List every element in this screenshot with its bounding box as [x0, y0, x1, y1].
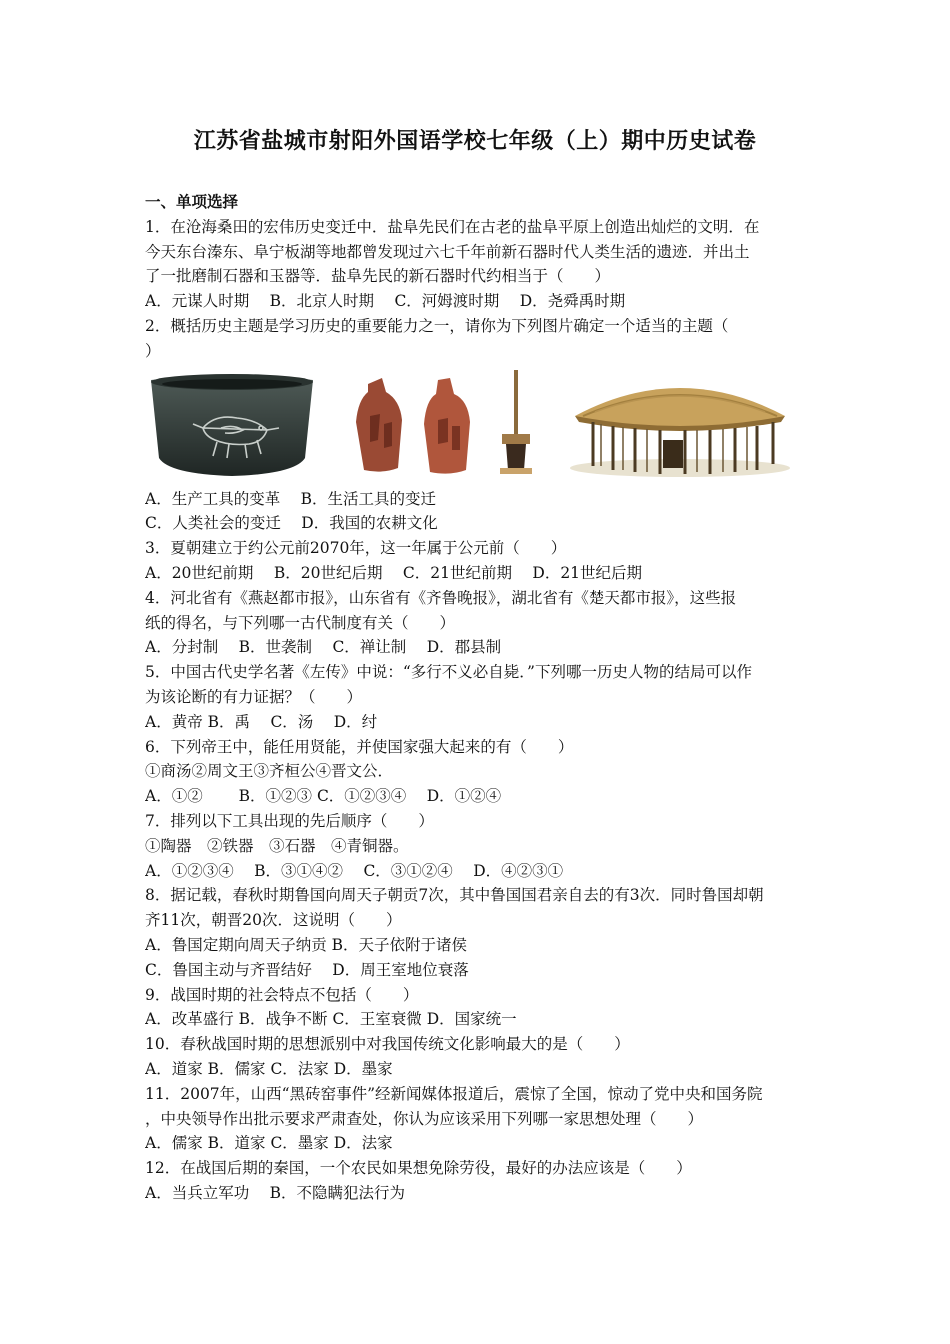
- question-4-options: A．分封制 B．世袭制 C．禅让制 D．郡县制: [145, 638, 502, 657]
- question-8-options-ab: A．鲁国定期向周天子纳贡 B．天子依附于诸侯: [145, 935, 468, 954]
- question-6-items: ①商汤②周文王③齐桓公④晋文公．: [145, 762, 394, 781]
- question-5-line-2: 为该论断的有力证据？（ ）: [145, 687, 363, 706]
- question-2-options-cd: C．人类社会的变迁 D．我国的农耕文化: [145, 514, 438, 533]
- question-9-options: A．改革盛行 B．战争不断 C．王室衰微 D．国家统一: [145, 1010, 517, 1029]
- question-1-options: A．元谋人时期 B．北京人时期 C．河姆渡时期 D．尧舜禹时期: [145, 292, 626, 311]
- bone-spade-tools-image: [350, 370, 540, 478]
- question-2-figures: [145, 370, 813, 484]
- question-1-line-2: 今天东台溱东、阜宁板湖等地都曾发现过六七千年前新石器时代人类生活的遗迹．并出土: [145, 242, 750, 261]
- round-thatched-hut-image: [565, 370, 795, 478]
- question-8-options-cd: C．鲁国主动与齐晋结好 D．周王室地位衰落: [145, 960, 469, 979]
- question-1-line-3: 了一批磨制石器和玉器等．盐阜先民的新石器时代约相当于（ ）: [145, 267, 611, 286]
- question-1-line-1: 1．在沧海桑田的宏伟历史变迁中．盐阜先民们在古老的盐阜平原上创造出灿烂的文明．在: [145, 217, 760, 236]
- question-4-line-1: 4．河北省有《燕赵都市报》，山东省有《齐鲁晚报》，湖北省有《楚天都市报》，这些报: [145, 588, 737, 607]
- question-9-line-1: 9．战国时期的社会特点不包括（ ）: [145, 985, 419, 1004]
- question-8-line-1: 8．据记载，春秋时期鲁国向周天子朝贡7次，其中鲁国国君亲自去的有3次．同时鲁国却朝: [145, 886, 764, 905]
- question-4-line-2: 纸的得名，与下列哪一古代制度有关（ ）: [145, 613, 456, 632]
- question-6-options: A．①② B．①②③ C．①②③④ D．①②④: [145, 787, 502, 806]
- question-3-options: A．20世纪前期 B．20世纪后期 C．21世纪前期 D．21世纪后期: [145, 563, 643, 582]
- question-2-options-ab: A．生产工具的变革 B．生活工具的变迁: [145, 489, 437, 508]
- question-8-line-2: 齐11次，朝晋20次．这说明（ ）: [145, 911, 402, 930]
- question-10-options: A．道家 B．儒家 C．法家 D．墨家: [145, 1059, 393, 1078]
- question-5-line-1: 5．中国古代史学名著《左传》中说：“多行不义必自毙．”下列哪一历史人物的结局可以作: [145, 663, 752, 682]
- question-10-line-1: 10．春秋战国时期的思想派别中对我国传统文化影响最大的是（ ）: [145, 1035, 630, 1054]
- carved-pottery-bowl-image: [145, 370, 319, 478]
- question-list: [145, 190, 813, 1206]
- question-11-options: A．儒家 B．道家 C．墨家 D．法家: [145, 1134, 393, 1153]
- question-11-line-1: 11．2007年，山西“黑砖窑事件”经新闻媒体报道后，震惊了全国，惊动了党中央和国务院: [145, 1084, 763, 1103]
- question-12-line-1: 12．在战国后期的秦国，一个农民如果想免除劳役，最好的办法应该是（ ）: [145, 1159, 692, 1178]
- question-2-line-2: ）: [145, 341, 161, 360]
- question-11-line-2: ，中央领导作出批示要求严肃查处，你认为应该采用下列哪一家思想处理（ ）: [145, 1109, 704, 1128]
- question-3-line-1: 3．夏朝建立于约公元前2070年，这一年属于公元前（ ）: [145, 539, 567, 558]
- section-heading: 一、单项选择: [145, 192, 239, 211]
- page-title: 江苏省盐城市射阳外国语学校七年级（上）期中历史试卷: [193, 128, 757, 154]
- question-7-options: A．①②③④ B．③①④② C．③①②④ D．④②③①: [145, 861, 564, 880]
- question-5-options: A．黄帝 B．禹 C．汤 D．纣: [145, 712, 378, 731]
- question-7-items: ①陶器 ②铁器 ③石器 ④青铜器。: [145, 836, 409, 855]
- question-6-line-1: 6．下列帝王中，能任用贤能，并使国家强大起来的有（ ）: [145, 737, 574, 756]
- question-2-line-1: 2．概括历史主题是学习历史的重要能力之一，请你为下列图片确定一个适当的主题（: [145, 316, 729, 335]
- question-7-line-1: 7．排列以下工具出现的先后顺序（ ）: [145, 811, 434, 830]
- question-12-options: A．当兵立军功 B．不隐瞒犯法行为: [145, 1183, 406, 1202]
